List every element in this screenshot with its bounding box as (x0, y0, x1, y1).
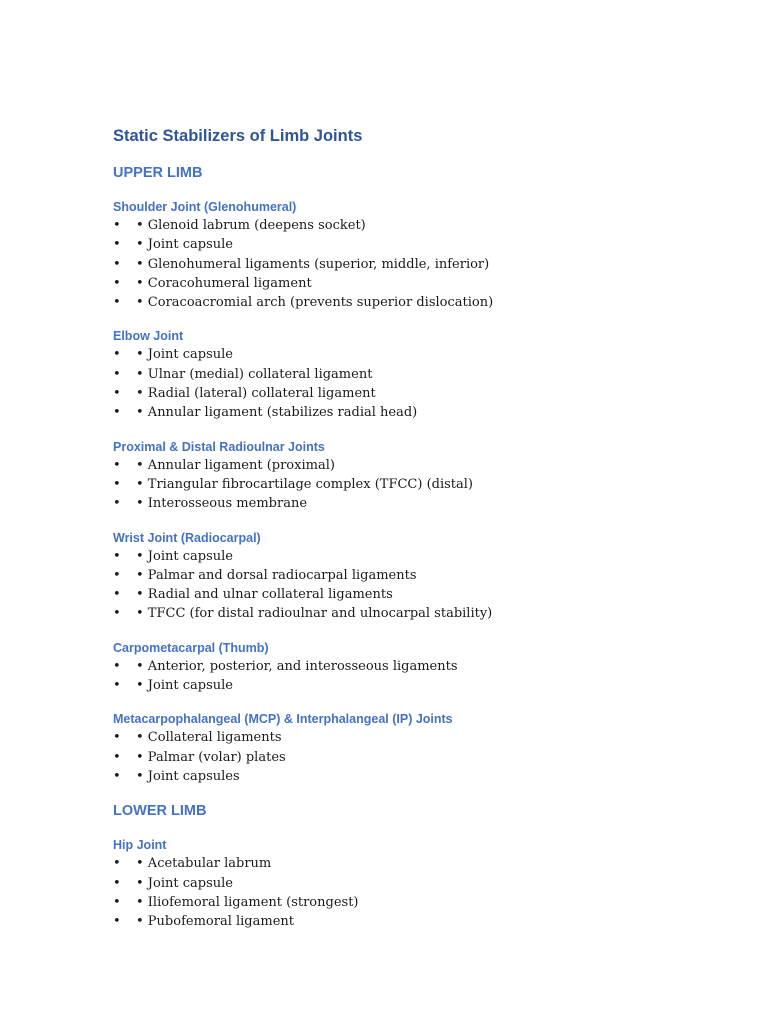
bullet-icon: • (113, 730, 121, 746)
bullet-icon: • (113, 218, 121, 233)
list-item-text: • Joint capsule (136, 875, 233, 891)
bullet-list (113, 657, 713, 696)
list-item-text: • Glenoid labrum (deepens socket) (136, 218, 366, 233)
list-item (113, 767, 713, 786)
bullet-icon: • (113, 275, 121, 291)
sections-container (113, 163, 713, 931)
bullet-icon: • (113, 496, 121, 512)
list-item-text: • Joint capsule (136, 678, 233, 694)
list-item-text: • TFCC (for distal radioulnar and ulnocarpal stability) (136, 606, 493, 622)
subsection (113, 438, 713, 514)
section (113, 801, 713, 931)
bullet-icon: • (113, 587, 121, 603)
bullet-icon: • (113, 548, 121, 564)
bullet-icon: • (113, 457, 121, 473)
list-item-text: • Iliofemoral ligament (strongest) (136, 894, 359, 910)
bullet-icon: • (113, 658, 121, 674)
subsection (113, 327, 713, 422)
list-item (113, 566, 713, 585)
bullet-icon: • (113, 678, 121, 694)
list-item (113, 912, 713, 931)
list-item-text: • Coracohumeral ligament (136, 275, 312, 291)
list-item-text: • Annular ligament (proximal) (136, 457, 335, 473)
bullet-icon: • (113, 386, 121, 402)
bullet-icon: • (113, 295, 121, 311)
list-item-text: • Joint capsule (136, 548, 233, 564)
list-item (113, 585, 713, 604)
list-item-text: • Acetabular labrum (136, 856, 272, 872)
list-item (113, 874, 713, 893)
list-item (113, 293, 713, 312)
bullet-icon: • (113, 237, 121, 253)
list-item (113, 657, 713, 676)
list-item (113, 854, 713, 873)
subsection (113, 836, 713, 931)
list-item (113, 274, 713, 293)
list-item-text: • Radial (lateral) collateral ligament (136, 386, 376, 402)
bullet-icon: • (113, 567, 121, 583)
bullet-icon: • (113, 476, 121, 492)
section-heading: UPPER LIMB (113, 165, 203, 181)
list-item (113, 547, 713, 566)
bullet-list (113, 547, 713, 624)
list-item-text: • Annular ligament (stabilizes radial head) (136, 405, 418, 421)
bullet-icon: • (113, 749, 121, 765)
list-item (113, 255, 713, 274)
subsection-heading: Wrist Joint (Radiocarpal) (113, 530, 261, 545)
bullet-icon: • (113, 405, 121, 421)
list-item-text: • Coracoacromial arch (prevents superior dislocation) (136, 295, 494, 311)
list-item-text: • Joint capsule (136, 347, 233, 363)
bullet-list (113, 345, 713, 422)
bullet-icon: • (113, 856, 121, 872)
list-item-text: • Palmar (volar) plates (136, 749, 286, 765)
bullet-icon: • (113, 875, 121, 891)
list-item (113, 345, 713, 364)
bullet-icon: • (113, 347, 121, 363)
list-item (113, 216, 713, 235)
list-item-text: • Anterior, posterior, and interosseous ligaments (136, 658, 458, 674)
subsection-heading: Metacarpophalangeal (MCP) & Interphalangeal (IP) Joints (113, 712, 453, 727)
list-item (113, 235, 713, 254)
list-item-text: • Radial and ulnar collateral ligaments (136, 587, 393, 603)
bullet-list (113, 216, 713, 312)
bullet-list (113, 728, 713, 786)
list-item (113, 728, 713, 747)
subsection-heading: Elbow Joint (113, 329, 184, 344)
list-item-text: • Palmar and dorsal radiocarpal ligaments (136, 567, 417, 583)
list-item (113, 403, 713, 422)
subsection (113, 198, 713, 312)
list-item (113, 893, 713, 912)
document-title: Static Stabilizers of Limb Joints (113, 127, 363, 145)
subsection-heading: Hip Joint (113, 838, 167, 853)
subsection (113, 529, 713, 624)
bullet-list (113, 854, 713, 931)
list-item (113, 494, 713, 513)
bullet-icon: • (113, 256, 121, 272)
subsection-heading: Shoulder Joint (Glenohumeral) (113, 200, 297, 214)
bullet-icon: • (113, 914, 121, 930)
bullet-icon: • (113, 366, 121, 382)
list-item (113, 676, 713, 695)
subsection-heading: Carpometacarpal (Thumb) (113, 640, 269, 655)
list-item-text: • Pubofemoral ligament (136, 914, 294, 930)
list-item-text: • Collateral ligaments (136, 730, 282, 746)
bullet-icon: • (113, 768, 121, 784)
bullet-icon: • (113, 894, 121, 910)
list-item (113, 604, 713, 623)
list-item-text: • Joint capsules (136, 768, 240, 784)
section-heading: LOWER LIMB (113, 803, 207, 820)
list-item-text: • Triangular fibrocartilage complex (TFCC) (distal) (136, 476, 473, 492)
list-item-text: • Interosseous membrane (136, 496, 308, 512)
list-item (113, 384, 713, 403)
list-item (113, 748, 713, 767)
document-content (113, 124, 713, 931)
bullet-icon: • (113, 606, 121, 622)
list-item-text: • Glenohumeral ligaments (superior, middle, inferior) (136, 256, 490, 272)
section (113, 163, 713, 786)
list-item (113, 475, 713, 494)
list-item-text: • Joint capsule (136, 237, 233, 253)
list-item-text: • Ulnar (medial) collateral ligament (136, 366, 373, 382)
subsection (113, 639, 713, 696)
bullet-list (113, 456, 713, 514)
subsection-heading: Proximal & Distal Radioulnar Joints (113, 439, 325, 454)
subsection (113, 710, 713, 786)
list-item (113, 365, 713, 384)
list-item (113, 456, 713, 475)
